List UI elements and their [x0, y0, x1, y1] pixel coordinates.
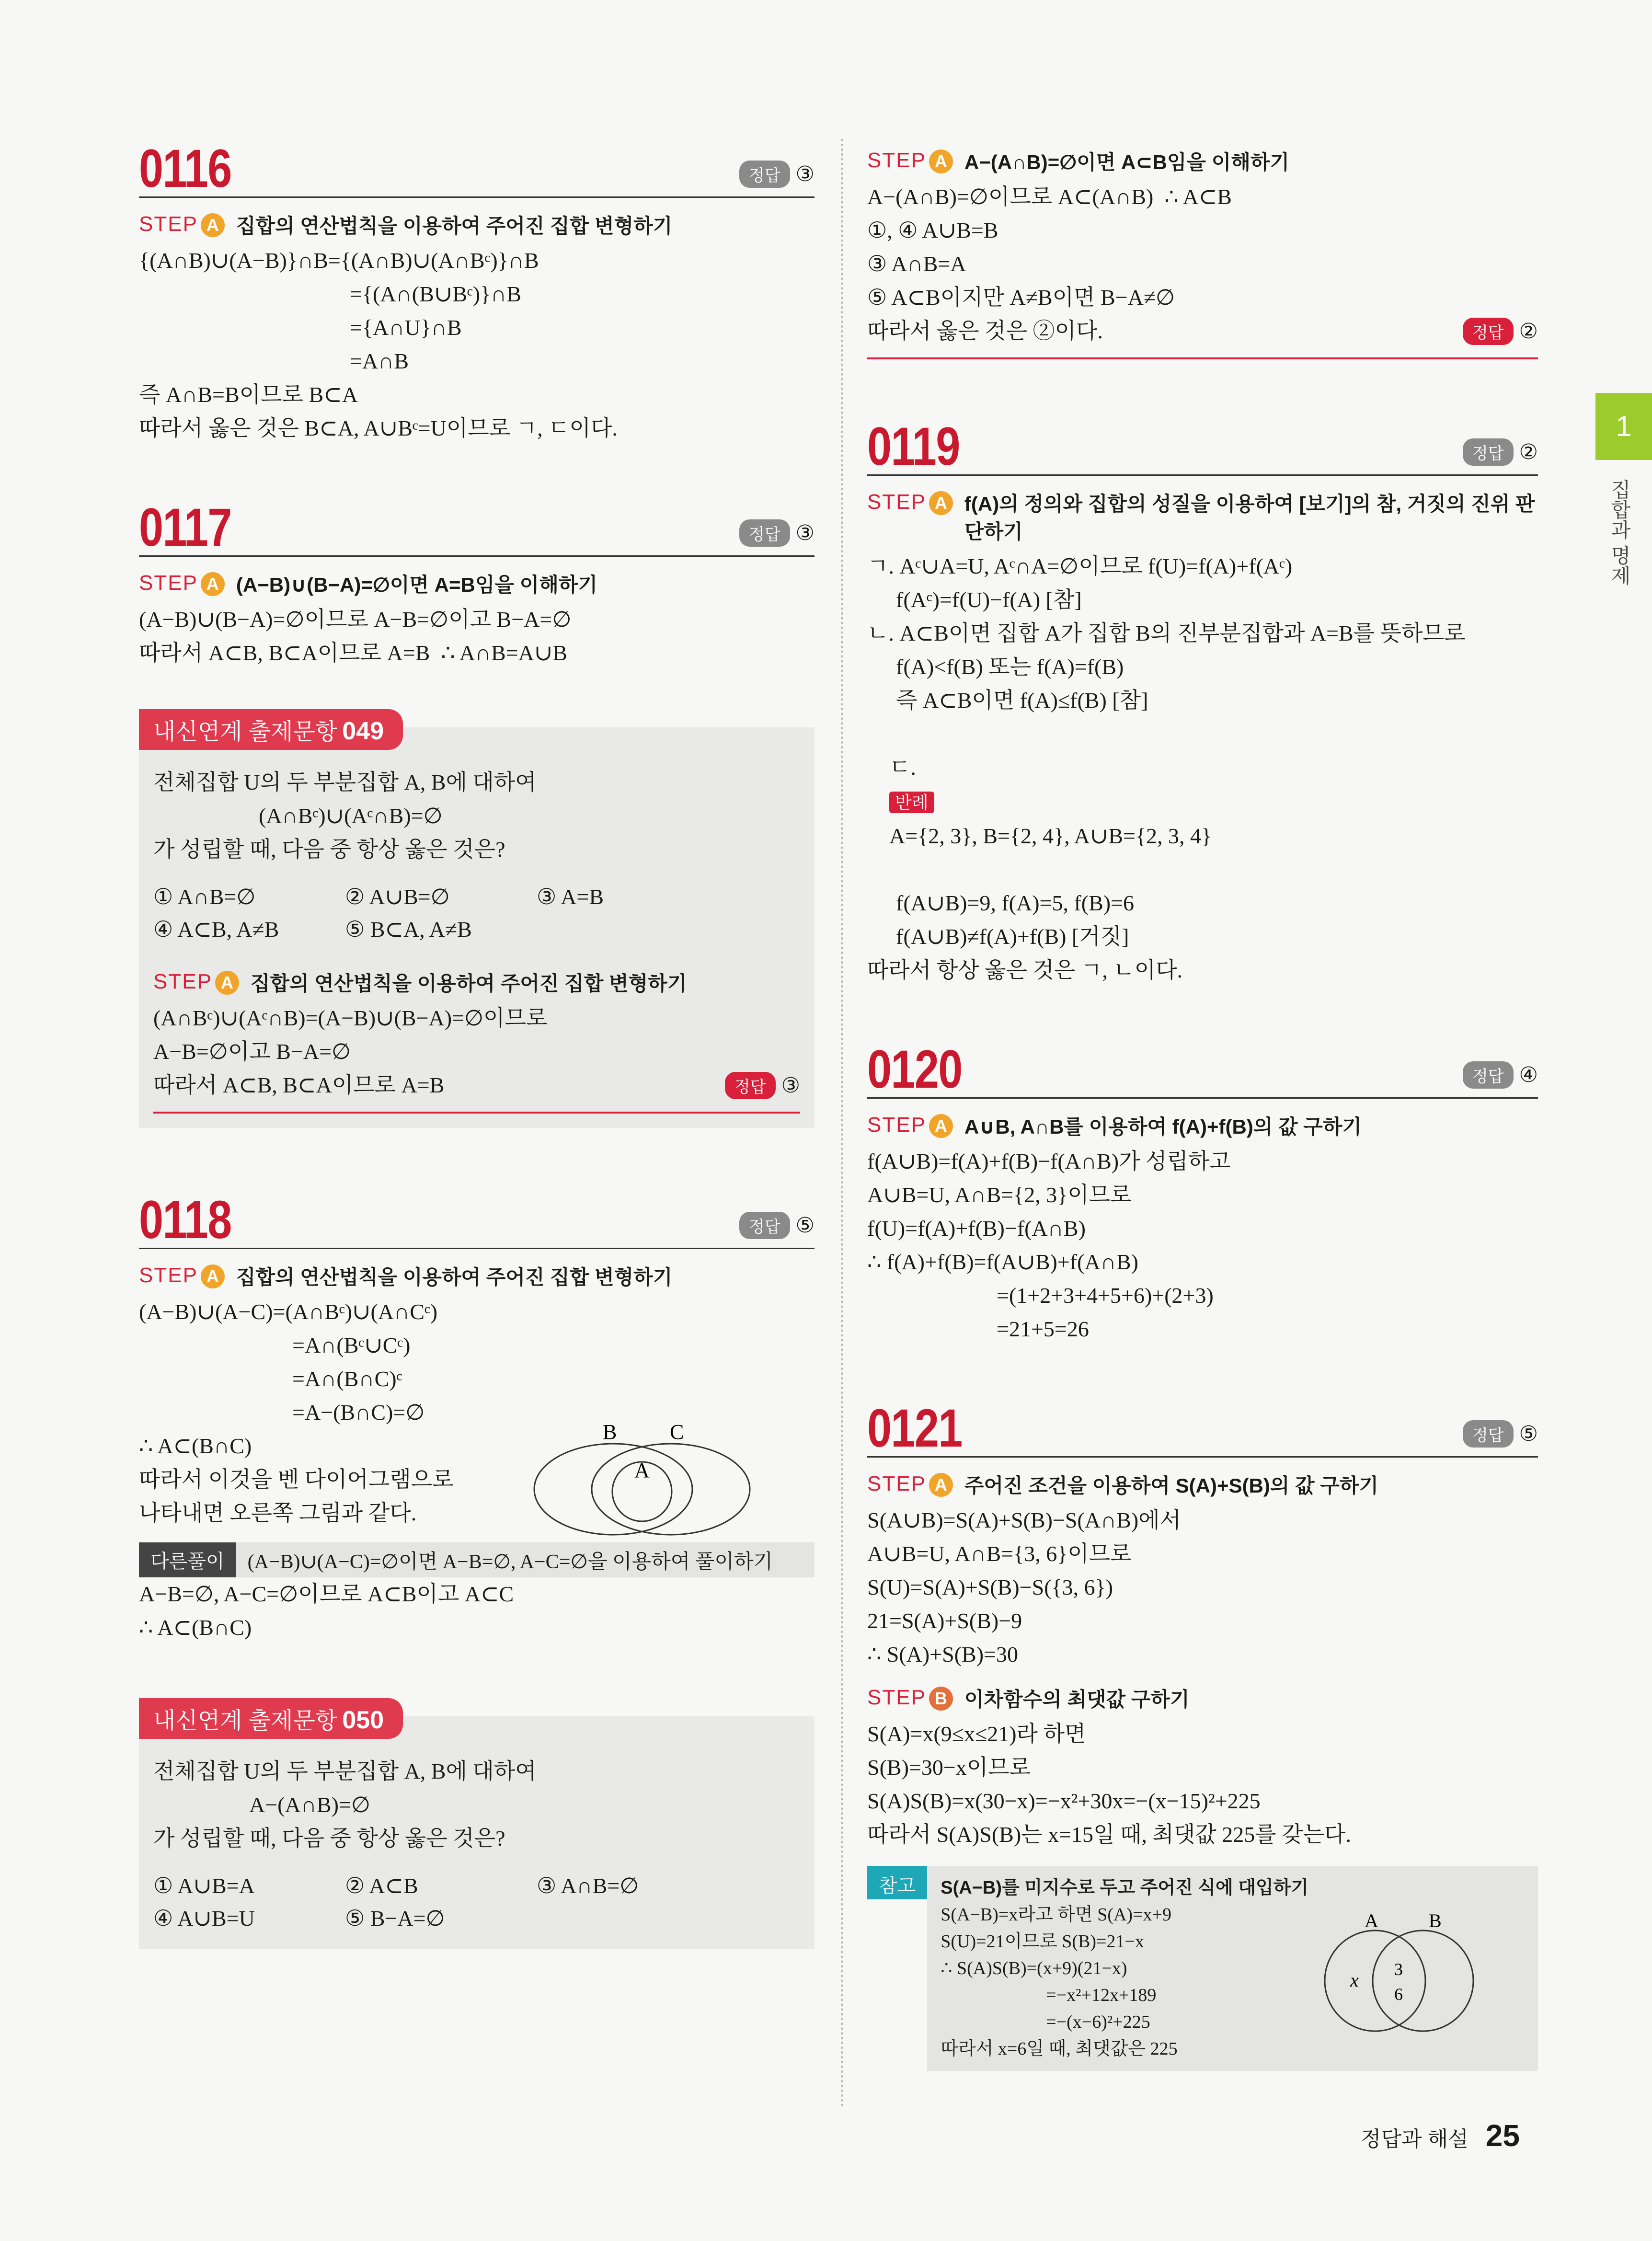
solution-line: ㄴ. A⊂B이면 집합 A가 집합 B의 진부분집합과 A=B를 뜻하므로 [867, 621, 1466, 645]
note-line: S(A−B)=x라고 하면 S(A)=x+9 [941, 1905, 1171, 1925]
answer-badge: 정답 [1463, 438, 1514, 466]
alternative-solution-bar [139, 1542, 815, 1577]
solution-line: f(A∪B)≠f(A)+f(B) [거짓] [896, 924, 1129, 949]
step-badge: A [201, 572, 225, 596]
step-badge: A [929, 149, 953, 173]
solution-line: S(U)=S(A)+S(B)−S({3, 6}) [867, 1575, 1113, 1599]
answer-badge: 정답 [739, 161, 790, 188]
question-line: 가 성립할 때, 다음 중 항상 옳은 것은? [153, 837, 505, 862]
step-heading [139, 1264, 815, 1291]
problem-number: 0118 [139, 1190, 231, 1250]
chapter-title: 집합과 명제 [1608, 479, 1631, 586]
solution-line: 따라서 옳은 것은 B⊂A, A∪Bᶜ=U이므로 ㄱ, ㄷ이다. [139, 416, 618, 440]
step-text: 주어진 조건을 이용하여 S(A)+S(B)의 값 구하기 [964, 1474, 1379, 1497]
question-line: 전체집합 U의 두 부분집합 A, B에 대하여 [153, 770, 537, 794]
venn-label-a: A [1365, 1914, 1378, 1931]
note-box [867, 1866, 1538, 2071]
venn-label-c: C [670, 1425, 684, 1444]
step-text: f(A)의 정의와 집합의 성질을 이용하여 [보기]의 참, 거짓의 진위 판단하기 [964, 493, 1535, 543]
note-line: ∴ S(A)S(B)=(x+9)(21−x) [941, 1958, 1127, 1978]
solution-line: f(A∪B)=9, f(A)=5, f(B)=6 [896, 891, 1135, 915]
step-label: STEP [867, 1472, 926, 1495]
page-footer [1361, 2118, 1520, 2153]
answer [1463, 318, 1538, 345]
solution-line: 즉 A⊂B이면 f(A)≤f(B) [참] [896, 688, 1148, 713]
choice-row [153, 913, 800, 946]
solution-line: =A∩(Bᶜ∪Cᶜ) [292, 1333, 411, 1357]
step-badge: A [215, 971, 239, 995]
footer-label: 정답과 해설 [1361, 2127, 1468, 2151]
answer-choice: ② [1519, 440, 1538, 464]
answer-choice: ④ [1519, 1063, 1538, 1087]
choice-2: ② A⊂B [345, 1873, 418, 1898]
alternative-tag: 다른풀이 [139, 1542, 236, 1577]
solution-line: f(A)<f(B) 또는 f(A)=f(B) [896, 655, 1124, 679]
step-label: STEP [867, 149, 926, 172]
note-body [927, 1866, 1538, 2071]
choice-row [153, 1902, 800, 1935]
step-label: STEP [867, 490, 926, 514]
step-text: A−(A∩B)=∅이면 A⊂B임을 이해하기 [964, 151, 1290, 173]
step-badge: A [201, 213, 225, 237]
counter-example-line [867, 717, 1538, 886]
answer-choice: ③ [781, 1074, 800, 1097]
venn-label-b: B [603, 1425, 617, 1444]
venn-label-x: x [1350, 1969, 1359, 1991]
problem-0117-header [139, 498, 815, 557]
box-title [139, 709, 403, 750]
step-badge: A [201, 1264, 225, 1288]
problem-0121-header [867, 1399, 1538, 1458]
answer [739, 161, 815, 188]
solution-line: 따라서 이것을 벤 다이어그램으로 [139, 1467, 454, 1492]
step-heading [153, 970, 800, 998]
page-number: 25 [1485, 2118, 1520, 2153]
solution-line: =21+5=26 [997, 1317, 1089, 1341]
solution-line: (A−B)∪(A−C)=(A∩Bᶜ)∪(A∩Cᶜ) [139, 1299, 438, 1324]
step-badge: A [929, 491, 953, 515]
step-heading [867, 1686, 1538, 1713]
solution-line: ③ A∩B=A [867, 252, 966, 276]
answer [1463, 1420, 1538, 1448]
step-text: 집합의 연산법칙을 이용하여 주어진 집합 변형하기 [236, 1266, 673, 1288]
solution-line: ∴ f(A)+f(B)=f(A∪B)+f(A∩B) [867, 1250, 1138, 1274]
related-problem-box-049 [139, 717, 815, 1128]
step-badge: A [929, 1473, 953, 1497]
box-title-number: 049 [342, 717, 384, 745]
step-heading [867, 1472, 1538, 1500]
answer-choice: ② [1519, 320, 1538, 343]
solution-line: f(A∪B)=f(A)+f(B)−f(A∩B)가 성립하고 [867, 1149, 1231, 1173]
solution-line: =A∩(B∩C)ᶜ [292, 1367, 402, 1391]
answer-badge: 정답 [1463, 1061, 1514, 1089]
problem-number: 0119 [867, 416, 960, 476]
solution-line: 따라서 A⊂B, B⊂A이므로 A=B ∴ A∩B=A∪B [139, 641, 568, 665]
item-prefix: ㄷ. [889, 755, 916, 780]
problem-0116-header [139, 139, 815, 198]
box-title-number: 050 [342, 1706, 384, 1734]
choice-3: ③ A∩B=∅ [537, 1873, 639, 1898]
answer [739, 519, 815, 547]
problem-0120-header [867, 1040, 1538, 1099]
question-line: (A∩Bᶜ)∪(Aᶜ∩B)=∅ [259, 804, 443, 828]
column-divider [841, 139, 843, 2108]
step-heading [867, 149, 1538, 176]
step-text: A∪B, A∩B를 이용하여 f(A)+f(B)의 값 구하기 [964, 1115, 1362, 1138]
solution-line: 따라서 S(A)S(B)는 x=15일 때, 최댓값 225를 갖는다. [867, 1822, 1351, 1847]
step-text: (A−B)∪(B−A)=∅이면 A=B임을 이해하기 [236, 574, 597, 596]
step-badge: B [929, 1687, 953, 1711]
solution-line: ①, ④ A∪B=B [867, 218, 998, 242]
choice-1: ① A∪B=A [153, 1873, 255, 1898]
solution-line: 따라서 A⊂B, B⊂A이므로 A=B [153, 1073, 445, 1097]
answer-choice: ⑤ [795, 1214, 815, 1237]
alternative-text: (A−B)∪(A−C)=∅이면 A−B=∅, A−C=∅을 이용하여 풀이하기 [247, 1551, 773, 1573]
step-badge: A [929, 1114, 953, 1138]
choice-1: ① A∩B=∅ [153, 885, 256, 909]
choice-4: ④ A⊂B, A≠B [153, 917, 279, 942]
answer-badge: 정답 [1463, 1420, 1514, 1448]
solution-line: S(A)S(B)=x(30−x)=−x²+30x=−(x−15)²+225 [867, 1789, 1261, 1813]
venn-set-a [1325, 1931, 1425, 2031]
solution-line: ㄱ. Aᶜ∪A=U, Aᶜ∩A=∅이므로 f(U)=f(A)+f(Aᶜ) [867, 554, 1293, 578]
right-column [867, 139, 1538, 2071]
step-heading [867, 490, 1538, 546]
question-line: 가 성립할 때, 다음 중 항상 옳은 것은? [153, 1826, 505, 1850]
box-title [139, 1698, 403, 1739]
solution-line: 따라서 항상 옳은 것은 ㄱ, ㄴ이다. [867, 958, 1183, 982]
note-line: S(U)=21이므로 S(B)=21−x [941, 1931, 1144, 1952]
choice-4: ④ A∪B=U [153, 1906, 255, 1931]
venn-set-b [1373, 1931, 1473, 2031]
choice-row [153, 881, 800, 913]
note-line: 따라서 x=6일 때, 최댓값은 225 [941, 2039, 1178, 2059]
choice-row [153, 1870, 800, 1902]
solution-line: A−(A∩B)=∅이므로 A⊂(A∩B) ∴ A⊂B [867, 184, 1232, 209]
choice-3: ③ A=B [537, 885, 604, 909]
solution-line: A−B=∅이고 B−A=∅ [153, 1039, 351, 1064]
left-column [139, 139, 815, 1949]
solution-line: ={A∩U}∩B [350, 315, 462, 340]
step-label: STEP [139, 212, 198, 236]
solution-line: ⑤ A⊂B이지만 A≠B이면 B−A≠∅ [867, 285, 1175, 310]
solution-line: ∴ S(A)+S(B)=30 [867, 1642, 1018, 1666]
related-problem-box-050 [139, 1706, 815, 1949]
step-heading [139, 212, 815, 240]
answer [1463, 438, 1538, 466]
step-label: STEP [139, 1264, 198, 1287]
solution-line: ={(A∩(B∪Bᶜ)}∩B [350, 282, 522, 306]
step-text: 이차함수의 최댓값 구하기 [964, 1688, 1190, 1711]
solution-line: A∪B=U, A∩B={2, 3}이므로 [867, 1183, 1132, 1207]
answer-choice: ⑤ [1519, 1422, 1538, 1446]
answer-badge: 정답 [739, 519, 790, 547]
venn-diagram-0118 [532, 1425, 752, 1540]
solution-line: f(Aᶜ)=f(U)−f(A) [참] [896, 587, 1082, 612]
solution-line: =A∩B [350, 349, 409, 373]
answer-choice: ③ [795, 162, 815, 186]
answer-badge: 정답 [725, 1072, 776, 1099]
problem-number: 0116 [139, 138, 231, 198]
step-label: STEP [139, 571, 198, 595]
solution-line: S(B)=30−x이므로 [867, 1755, 1031, 1780]
solution-line: A∪B=U, A∩B={3, 6}이므로 [867, 1541, 1132, 1566]
solution-line: 21=S(A)+S(B)−9 [867, 1609, 1022, 1633]
solution-line: (A−B)∪(B−A)=∅이므로 A−B=∅이고 B−A=∅ [139, 607, 572, 632]
step-label: STEP [867, 1686, 926, 1709]
solution-line: A−B=∅, A−C=∅이므로 A⊂B이고 A⊂C [139, 1582, 514, 1606]
divider [153, 1112, 800, 1114]
box-title-text: 내신연계 출제문항 [153, 1708, 338, 1734]
note-line: =−x²+12x+189 [1046, 1985, 1157, 2005]
problem-number: 0121 [867, 1398, 962, 1458]
solution-line: (A∩Bᶜ)∪(Aᶜ∩B)=(A−B)∪(B−A)=∅이므로 [153, 1006, 548, 1030]
note-title: S(A−B)를 미지수로 두고 주어진 식에 대입하기 [941, 1878, 1309, 1898]
solution-line: ∴ A⊂(B∩C) [139, 1434, 252, 1458]
venn-diagram-0121 [1303, 1914, 1495, 2038]
box-title-text: 내신연계 출제문항 [153, 719, 338, 745]
answer [739, 1212, 815, 1239]
counter-example-tag: 반례 [889, 792, 934, 813]
note-tag: 참고 [867, 1866, 927, 1899]
solution-line: f(U)=f(A)+f(B)−f(A∩B) [867, 1216, 1086, 1241]
venn-label-b: B [1429, 1914, 1442, 1931]
step-text: 집합의 연산법칙을 이용하여 주어진 집합 변형하기 [250, 972, 687, 995]
step-label: STEP [153, 970, 212, 993]
answer-badge: 정답 [739, 1212, 790, 1239]
step-heading [867, 1113, 1538, 1141]
problem-number: 0120 [867, 1039, 962, 1099]
solution-line: 즉 A∩B=B이므로 B⊂A [139, 382, 358, 407]
chapter-tab: 1 [1595, 393, 1652, 460]
solution-line: 나타내면 오른쪽 그림과 같다. [139, 1501, 417, 1525]
note-line: =−(x−6)²+225 [1046, 2012, 1150, 2032]
solution-line: =(1+2+3+4+5+6)+(2+3) [997, 1283, 1214, 1308]
venn-label-a: A [634, 1459, 650, 1482]
question-line: 전체집합 U의 두 부분집합 A, B에 대하여 [153, 1759, 537, 1783]
answer-badge: 정답 [1463, 318, 1514, 345]
solution-line: 따라서 옳은 것은 ②이다. [867, 319, 1103, 343]
counter-example-text: A={2, 3}, B={2, 4}, A∪B={2, 3, 4} [889, 824, 1212, 848]
step-label: STEP [867, 1113, 926, 1137]
solution-line: =A−(B∩C)=∅ [292, 1400, 425, 1425]
answer [1463, 1061, 1538, 1089]
problem-0119-header [867, 417, 1538, 476]
choice-5: ⑤ B⊂A, A≠B [345, 917, 472, 942]
question-line: A−(A∩B)=∅ [249, 1793, 370, 1817]
solution-line: S(A)=x(9≤x≤21)라 하면 [867, 1722, 1086, 1746]
venn-element-6: 6 [1394, 1985, 1403, 2004]
solution-line: ∴ A⊂(B∩C) [139, 1615, 252, 1640]
solution-line: S(A∪B)=S(A)+S(B)−S(A∩B)에서 [867, 1508, 1182, 1532]
venn-element-3: 3 [1394, 1960, 1403, 1979]
choice-2: ② A∪B=∅ [345, 885, 450, 909]
answer-choice: ③ [795, 521, 815, 545]
step-text: 집합의 연산법칙을 이용하여 주어진 집합 변형하기 [236, 215, 673, 237]
solution-line: {(A∩B)∪(A−B)}∩B={(A∩B)∪(A∩Bᶜ)}∩B [139, 248, 539, 273]
problem-number: 0117 [139, 497, 231, 557]
step-heading [139, 571, 815, 599]
choice-5: ⑤ B−A=∅ [345, 1906, 445, 1931]
problem-0118-header [139, 1190, 815, 1249]
answer [725, 1072, 800, 1099]
